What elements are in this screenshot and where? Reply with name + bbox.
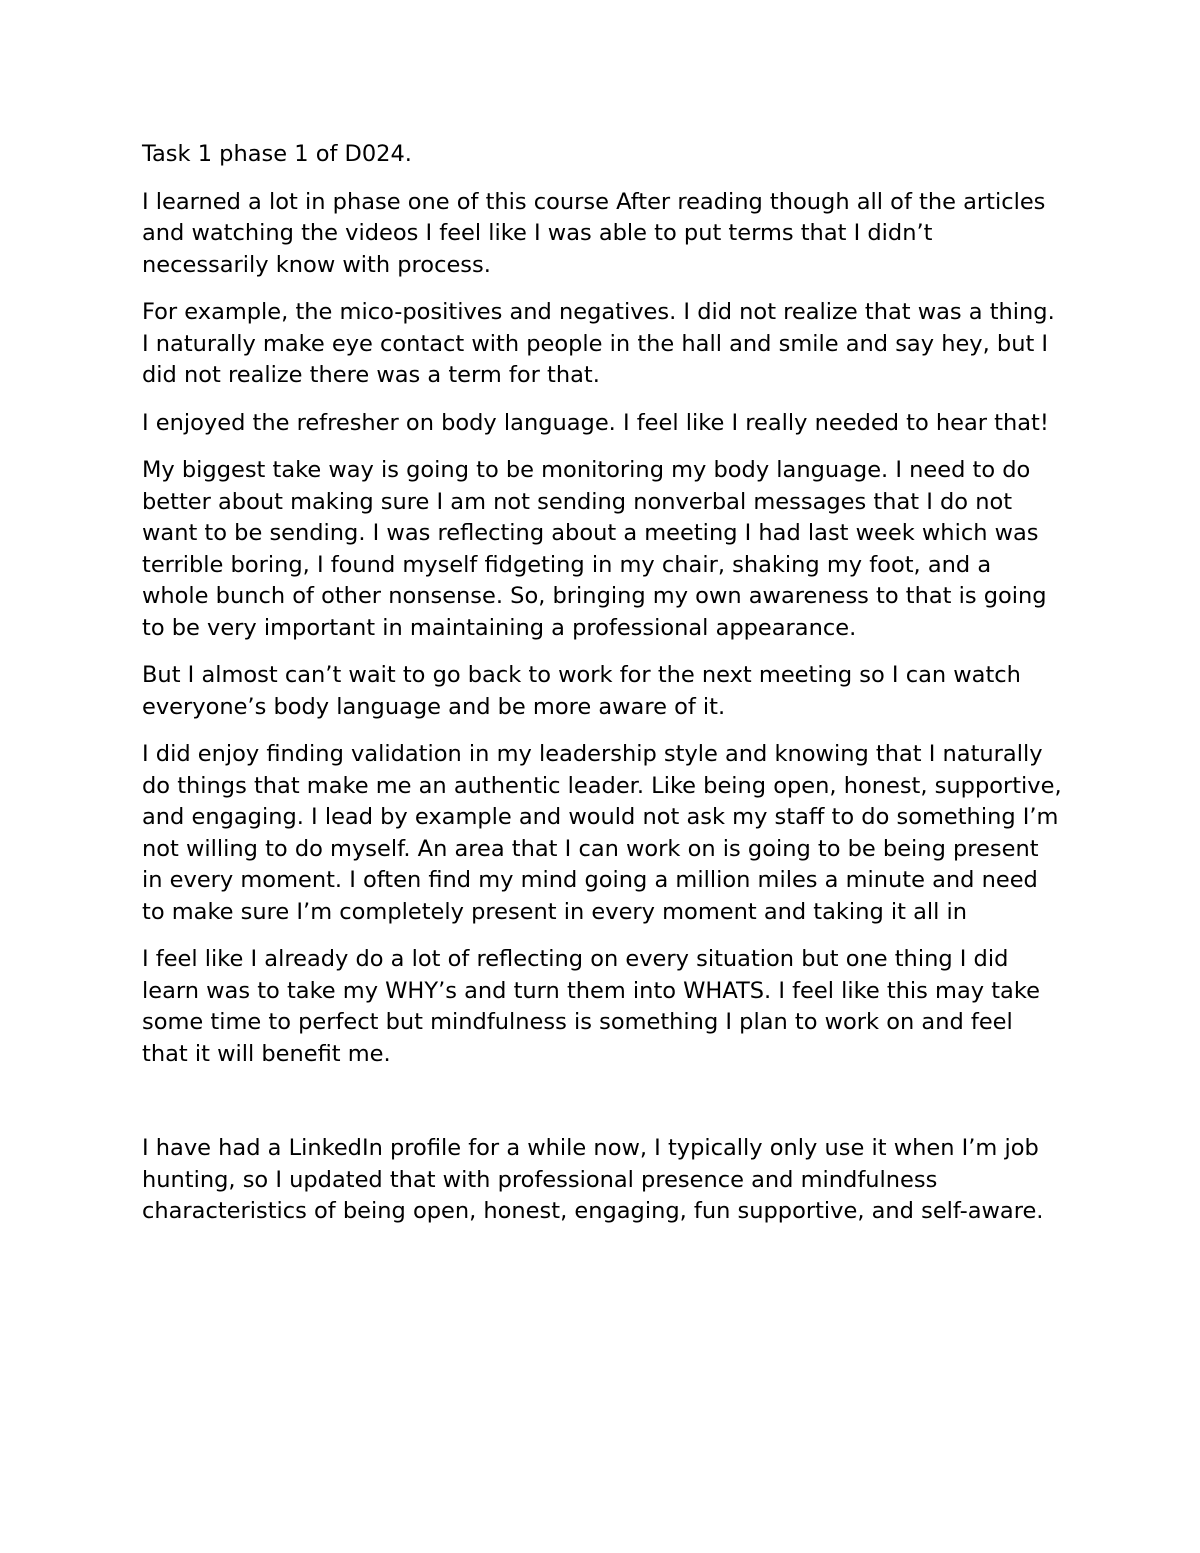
- paragraph-7: I feel like I already do a lot of reflecting on every situation but one thing I did learn was to take my WHY’s and turn them into WHATS. I feel like this may take some time to perfect but mindfulness is something I plan to work on and feel that it will benefit me.: [142, 946, 1040, 1067]
- paragraph-5: But I almost can’t wait to go back to work for the next meeting so I can watch everyone’s body language and be more aware of it.: [142, 662, 1021, 720]
- blank-line: [142, 1086, 1062, 1133]
- paragraph-2: For example, the mico-positives and negatives. I did not realize that was a thing. I naturally make eye contact with people in the hall and smile and say hey, but I did not realize there was a term for that.: [142, 299, 1055, 388]
- document-body: [142, 139, 1062, 1244]
- paragraph-1: I learned a lot in phase one of this course After reading though all of the articles and watching the videos I feel like I was able to put terms that I didn’t necessarily know with process.: [142, 188, 1046, 278]
- paragraph-6: I did enjoy finding validation in my leadership style and knowing that I naturally do things that make me an authentic leader. Like being open, honest, supportive, and engaging. I lead by example and would not ask my staff to do something I’m not willing to do myself. An area that I can work on is going to be being present in every moment. I often find my mind going a million miles a minute and need to make sure I’m completely present in every moment and taking it all in: [142, 741, 1062, 925]
- document-title: Task 1 phase 1 of D024.: [142, 141, 412, 167]
- paragraph-8: I have had a LinkedIn profile for a while now, I typically only use it when I’m job hunting, so I updated that with professional presence and mindfulness characteristics of being open, honest, engaging, fun supportive, and self-aware.: [142, 1135, 1044, 1224]
- paragraph-4: My biggest take way is going to be monitoring my body language. I need to do better about making sure I am not sending nonverbal messages that I do not want to be sending. I was reflecting about a meeting I had last week which was terrible boring, I found myself fidgeting in my chair, shaking my foot, and a whole bunch of other nonsense. So, bringing my own awareness to that is going to be very important in maintaining a professional appearance.: [142, 457, 1047, 641]
- paragraph-3: I enjoyed the refresher on body language. I feel like I really needed to hear that!: [142, 409, 1049, 436]
